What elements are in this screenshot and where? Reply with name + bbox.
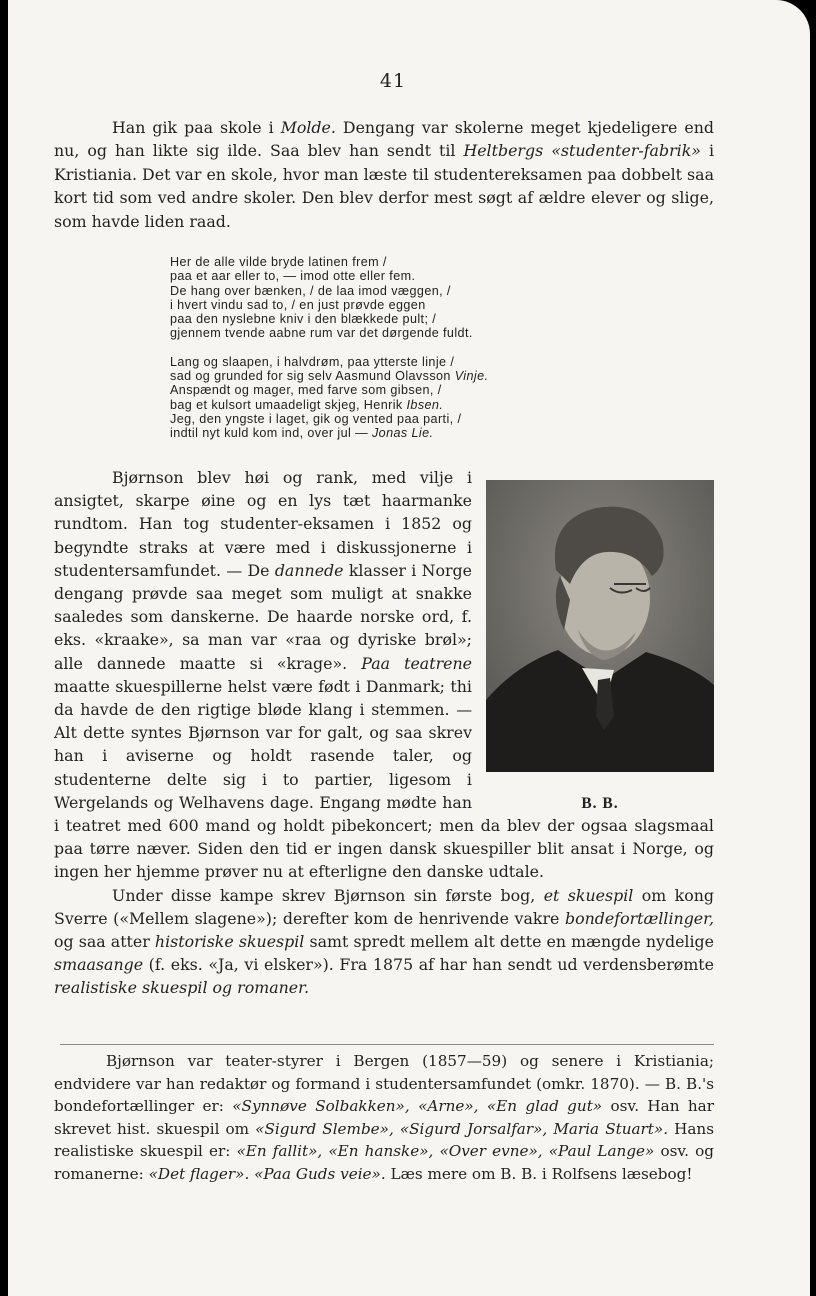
- text-run: osv. og romanerne:: [54, 1142, 714, 1183]
- poem-line: i hvert vindu sad to, / en just prøvde eggen: [170, 297, 426, 312]
- italic-text: bondefortællinger,: [565, 908, 714, 928]
- page-number: 41: [379, 70, 407, 92]
- text-run: samt spredt mellem alt dette en mængde nydelige: [304, 932, 714, 952]
- italic-text: Heltbergs «studenter-fabrik»: [463, 141, 701, 161]
- text-run: Bjørnson blev høi og rank, med vilje i ansigtet, skarpe øine og en lys tæt haarmanke rundtom. Han tog studenter-eksamen i 1852 og begyndte straks at være med i diskussjonerne i studentersamfundet. — De: [54, 468, 472, 580]
- book-page: [8, 0, 810, 1296]
- poem-line: paa den nyslebne kniv i den blækkede pult; /: [170, 312, 437, 327]
- portrait-caption: B. B.: [581, 795, 619, 812]
- italic-text: smaasange: [54, 955, 144, 975]
- text-run: bag et kulsort umaadeligt skjeg, Henrik: [170, 397, 407, 412]
- portrait-illustration: [486, 480, 714, 772]
- italic-text: Vinje.: [454, 369, 489, 384]
- text-run: om kong Sverre («Mellem slagene»); derefter kom de henrivende vakre: [54, 885, 714, 928]
- portrait-photo: [486, 480, 714, 772]
- italic-text: historiske skuespil: [154, 932, 305, 952]
- text-run: Jeg, den yngste i laget, gik og vented paa parti, /: [170, 411, 462, 426]
- text-run: Hans realistiske skuespil er:: [54, 1119, 714, 1160]
- main-text: [54, 466, 714, 1000]
- poem: [170, 255, 640, 441]
- body-paragraph-2: [54, 884, 714, 1000]
- poem-line: Her de alle vilde bryde latinen frem /: [170, 255, 387, 269]
- poem-line: [170, 369, 640, 383]
- poem-line: [170, 383, 640, 397]
- poem-line: gjennem tvende aabne rum var det dørgende fuldt.: [170, 326, 473, 341]
- italic-text: Paa teatrene: [361, 653, 472, 673]
- poem-line: [170, 398, 640, 412]
- italic-text: realistiske skuespil og romaner.: [54, 978, 309, 998]
- poem-stanza-2: [170, 355, 640, 441]
- intro-paragraph: [54, 116, 714, 233]
- italic-text: «Det flager». «Paa Guds veie».: [148, 1164, 386, 1183]
- footnote: [54, 1050, 714, 1185]
- text-run: sad og grunded for sig selv Aasmund Olavsson: [170, 369, 455, 384]
- text-run: i Kristiania. Det var en skole, hvor man læste til studentereksamen paa dobbelt saa kort tid som ved andre skoler. Den blev derfor mest søgt af ældre elever og slige, som havde liden raad.: [54, 141, 714, 231]
- footnote-rule: [60, 1044, 714, 1045]
- italic-text: Ibsen.: [406, 397, 444, 412]
- text-run: Lang og slaapen, i halvdrøm, paa ytterste linje /: [170, 354, 455, 369]
- italic-text: et skuespil: [543, 885, 634, 905]
- intro-text: [54, 116, 714, 233]
- text-run: klasser i Norge dengang prøvde saa meget som muligt at snakke saaledes som danskerne. De haarde norske ord, f. eks. «kraake», sa man var «raa og dyriske brøl»; alle dannede maatte si «krage».: [54, 560, 472, 673]
- poem-line: De hang over bænken, / de laa imod væggen, /: [170, 283, 451, 298]
- text-run: osv. Han har skrevet hist. skuespil om: [54, 1097, 715, 1138]
- text-run: og saa atter: [54, 932, 155, 952]
- portrait-figure: [486, 480, 714, 812]
- text-run: indtil nyt kuld kom ind, over jul —: [170, 426, 372, 441]
- italic-text: Molde.: [280, 118, 336, 137]
- text-run: Læs mere om B. B. i Rolfsens læsebog!: [385, 1164, 693, 1183]
- poem-stanza-1: [170, 255, 640, 341]
- footnote-text: [54, 1050, 714, 1185]
- text-run: maatte skuespillerne helst være født i Danmark; thi da havde de den rigtige bløde klang i stemmen. — Alt dette syntes Bjørnson var for galt, og saa skrev han i aviserne og holdt rasende taler, og studenterne delte sig i to partier, ligesom i Wergelands og Welhavens dage. Engang mødte han i teatret med 600 mand og holdt pibekoncert; men da blev der ogsaa slagsmaal paa tørre næver. Siden den tid er ingen dansk skuespiller blit ansat i Norge, og ingen her hjemme prøver nu at efterligne den danske udtale.: [54, 676, 714, 882]
- text-run: (f. eks. «Ja, vi elsker»). Fra 1875 af har han sendt ud verdensberømte: [143, 955, 714, 975]
- text-run: Dengang var skolerne meget kjedeligere end nu, og han likte sig ilde. Saa blev han sendt til: [54, 118, 714, 161]
- text-run: Bjørnson var teater-styrer i Bergen (1857—59) og senere i Kristiania; endvidere var han redaktør og formand i studentersamfundet (omkr. 1870). — B. B.'s bondefortællinger er:: [54, 1052, 714, 1115]
- italic-text: «En fallit», «En hanske», «Over evne», «Paul Lange»: [236, 1142, 655, 1160]
- text-run: Anspændt og mager, med farve som gibsen, /: [170, 383, 442, 398]
- italic-text: Jonas Lie.: [371, 426, 434, 441]
- poem-line: paa et aar eller to, — imod otte eller fem.: [170, 269, 416, 284]
- poem-line: [170, 426, 640, 440]
- poem-line: [170, 355, 640, 369]
- text-run: Han gik paa skole i: [112, 118, 281, 137]
- poem-line: [170, 412, 640, 426]
- italic-text: «Synnøve Solbakken», «Arne», «En glad gut»: [232, 1097, 603, 1115]
- text-run: Under disse kampe skrev Bjørnson sin første bog,: [112, 885, 544, 905]
- italic-text: «Sigurd Slembe», «Sigurd Jorsalfar», Maria Stuart».: [255, 1119, 669, 1138]
- italic-text: dannede: [274, 560, 344, 580]
